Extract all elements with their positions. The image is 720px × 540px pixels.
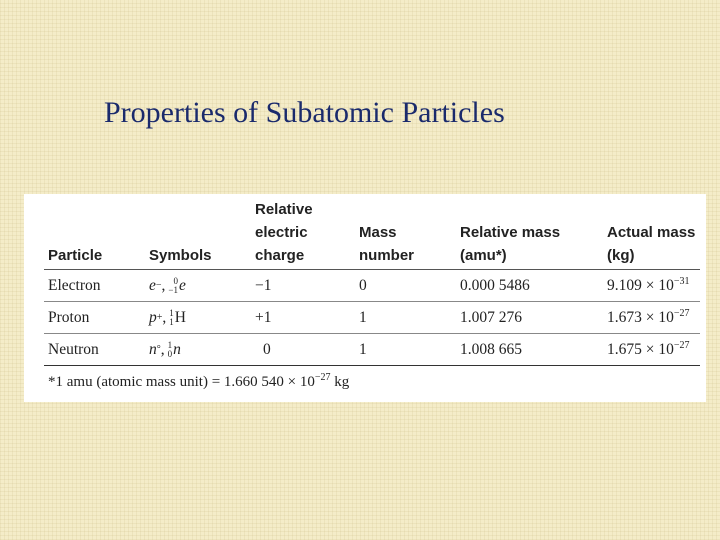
actual-mass: $1.675 \times 10^{-27}$: [603, 334, 700, 366]
relative-charge: −1: [251, 270, 355, 302]
mass-number: 0: [355, 270, 456, 302]
actual-mass: $1.673 \times 10^{-27}$: [603, 302, 700, 334]
header-relative-charge: Relative electric charge: [251, 198, 355, 270]
relative-charge: +1: [251, 302, 355, 334]
actual-mass: $9.109 \times 10^{-31}$: [603, 270, 700, 302]
header-particle: Particle: [44, 198, 145, 270]
table-row: [44, 270, 700, 302]
relative-charge: 0: [251, 334, 355, 366]
mass-number: 1: [355, 334, 456, 366]
particle-symbols: n ° , 1 0 n: [145, 334, 251, 366]
slide-title: Properties of Subatomic Particles: [104, 96, 505, 129]
relative-mass: 1.007 276: [456, 302, 603, 334]
particle-name: Electron: [44, 270, 145, 302]
relative-mass: 1.008 665: [456, 334, 603, 366]
particle-symbols: p + , 1 1 H: [145, 302, 251, 334]
mass-number: 1: [355, 302, 456, 334]
header-relative-mass: Relative mass (amu*): [456, 198, 603, 270]
table-footnote: *1 amu (atomic mass unit) = 1.660 $540 \times 10^{-27}$ kg: [48, 372, 350, 390]
particle-table-panel: [24, 194, 706, 402]
particle-table: [44, 198, 700, 366]
table-header-row: [44, 198, 700, 270]
header-symbols: Symbols: [145, 198, 251, 270]
particle-name: Neutron: [44, 334, 145, 366]
table-row: [44, 334, 700, 366]
particle-name: Proton: [44, 302, 145, 334]
relative-mass: 0.000 5486: [456, 270, 603, 302]
particle-symbols: e − , 0 −1 e: [145, 270, 251, 302]
header-actual-mass: Actual mass (kg): [603, 198, 700, 270]
header-mass-number: Mass number: [355, 198, 456, 270]
table-row: [44, 302, 700, 334]
